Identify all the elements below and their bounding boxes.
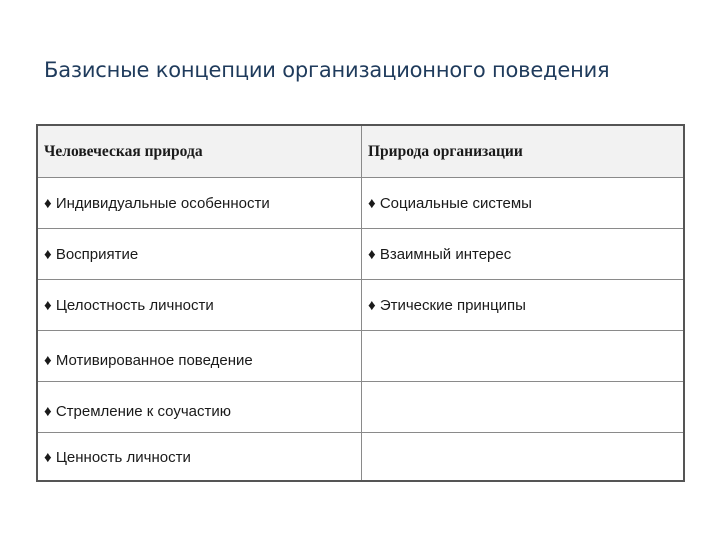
table-row xyxy=(38,178,683,229)
table-row xyxy=(38,229,683,280)
table-cell: ♦ Индивидуальные особенности xyxy=(44,194,270,212)
table-cell: ♦ Взаимный интерес xyxy=(361,229,683,279)
table-row xyxy=(38,382,683,433)
table-header-row xyxy=(38,126,683,178)
table-row xyxy=(38,433,683,480)
table-cell: ♦ Ценность личности xyxy=(44,449,191,466)
table-cell: ♦ Целостность личности xyxy=(44,296,214,314)
table-cell xyxy=(361,382,683,432)
table-cell xyxy=(361,331,683,381)
table-cell: ♦ Восприятие xyxy=(44,245,139,263)
table-cell: ♦ Этические принципы xyxy=(361,280,683,330)
slide-title: Базисные концепции организационного поведения xyxy=(44,58,610,82)
table-row xyxy=(38,331,683,382)
table-row xyxy=(38,280,683,331)
table-cell: ♦ Стремление к соучастию xyxy=(44,403,232,420)
table-cell: ♦ Социальные системы xyxy=(361,178,683,228)
concepts-table xyxy=(36,124,685,482)
table-cell xyxy=(361,433,683,480)
header-organization-nature: Природа организации xyxy=(361,126,683,177)
header-human-nature: Человеческая природа xyxy=(44,142,203,160)
table-cell: ♦ Мотивированное поведение xyxy=(44,352,253,369)
